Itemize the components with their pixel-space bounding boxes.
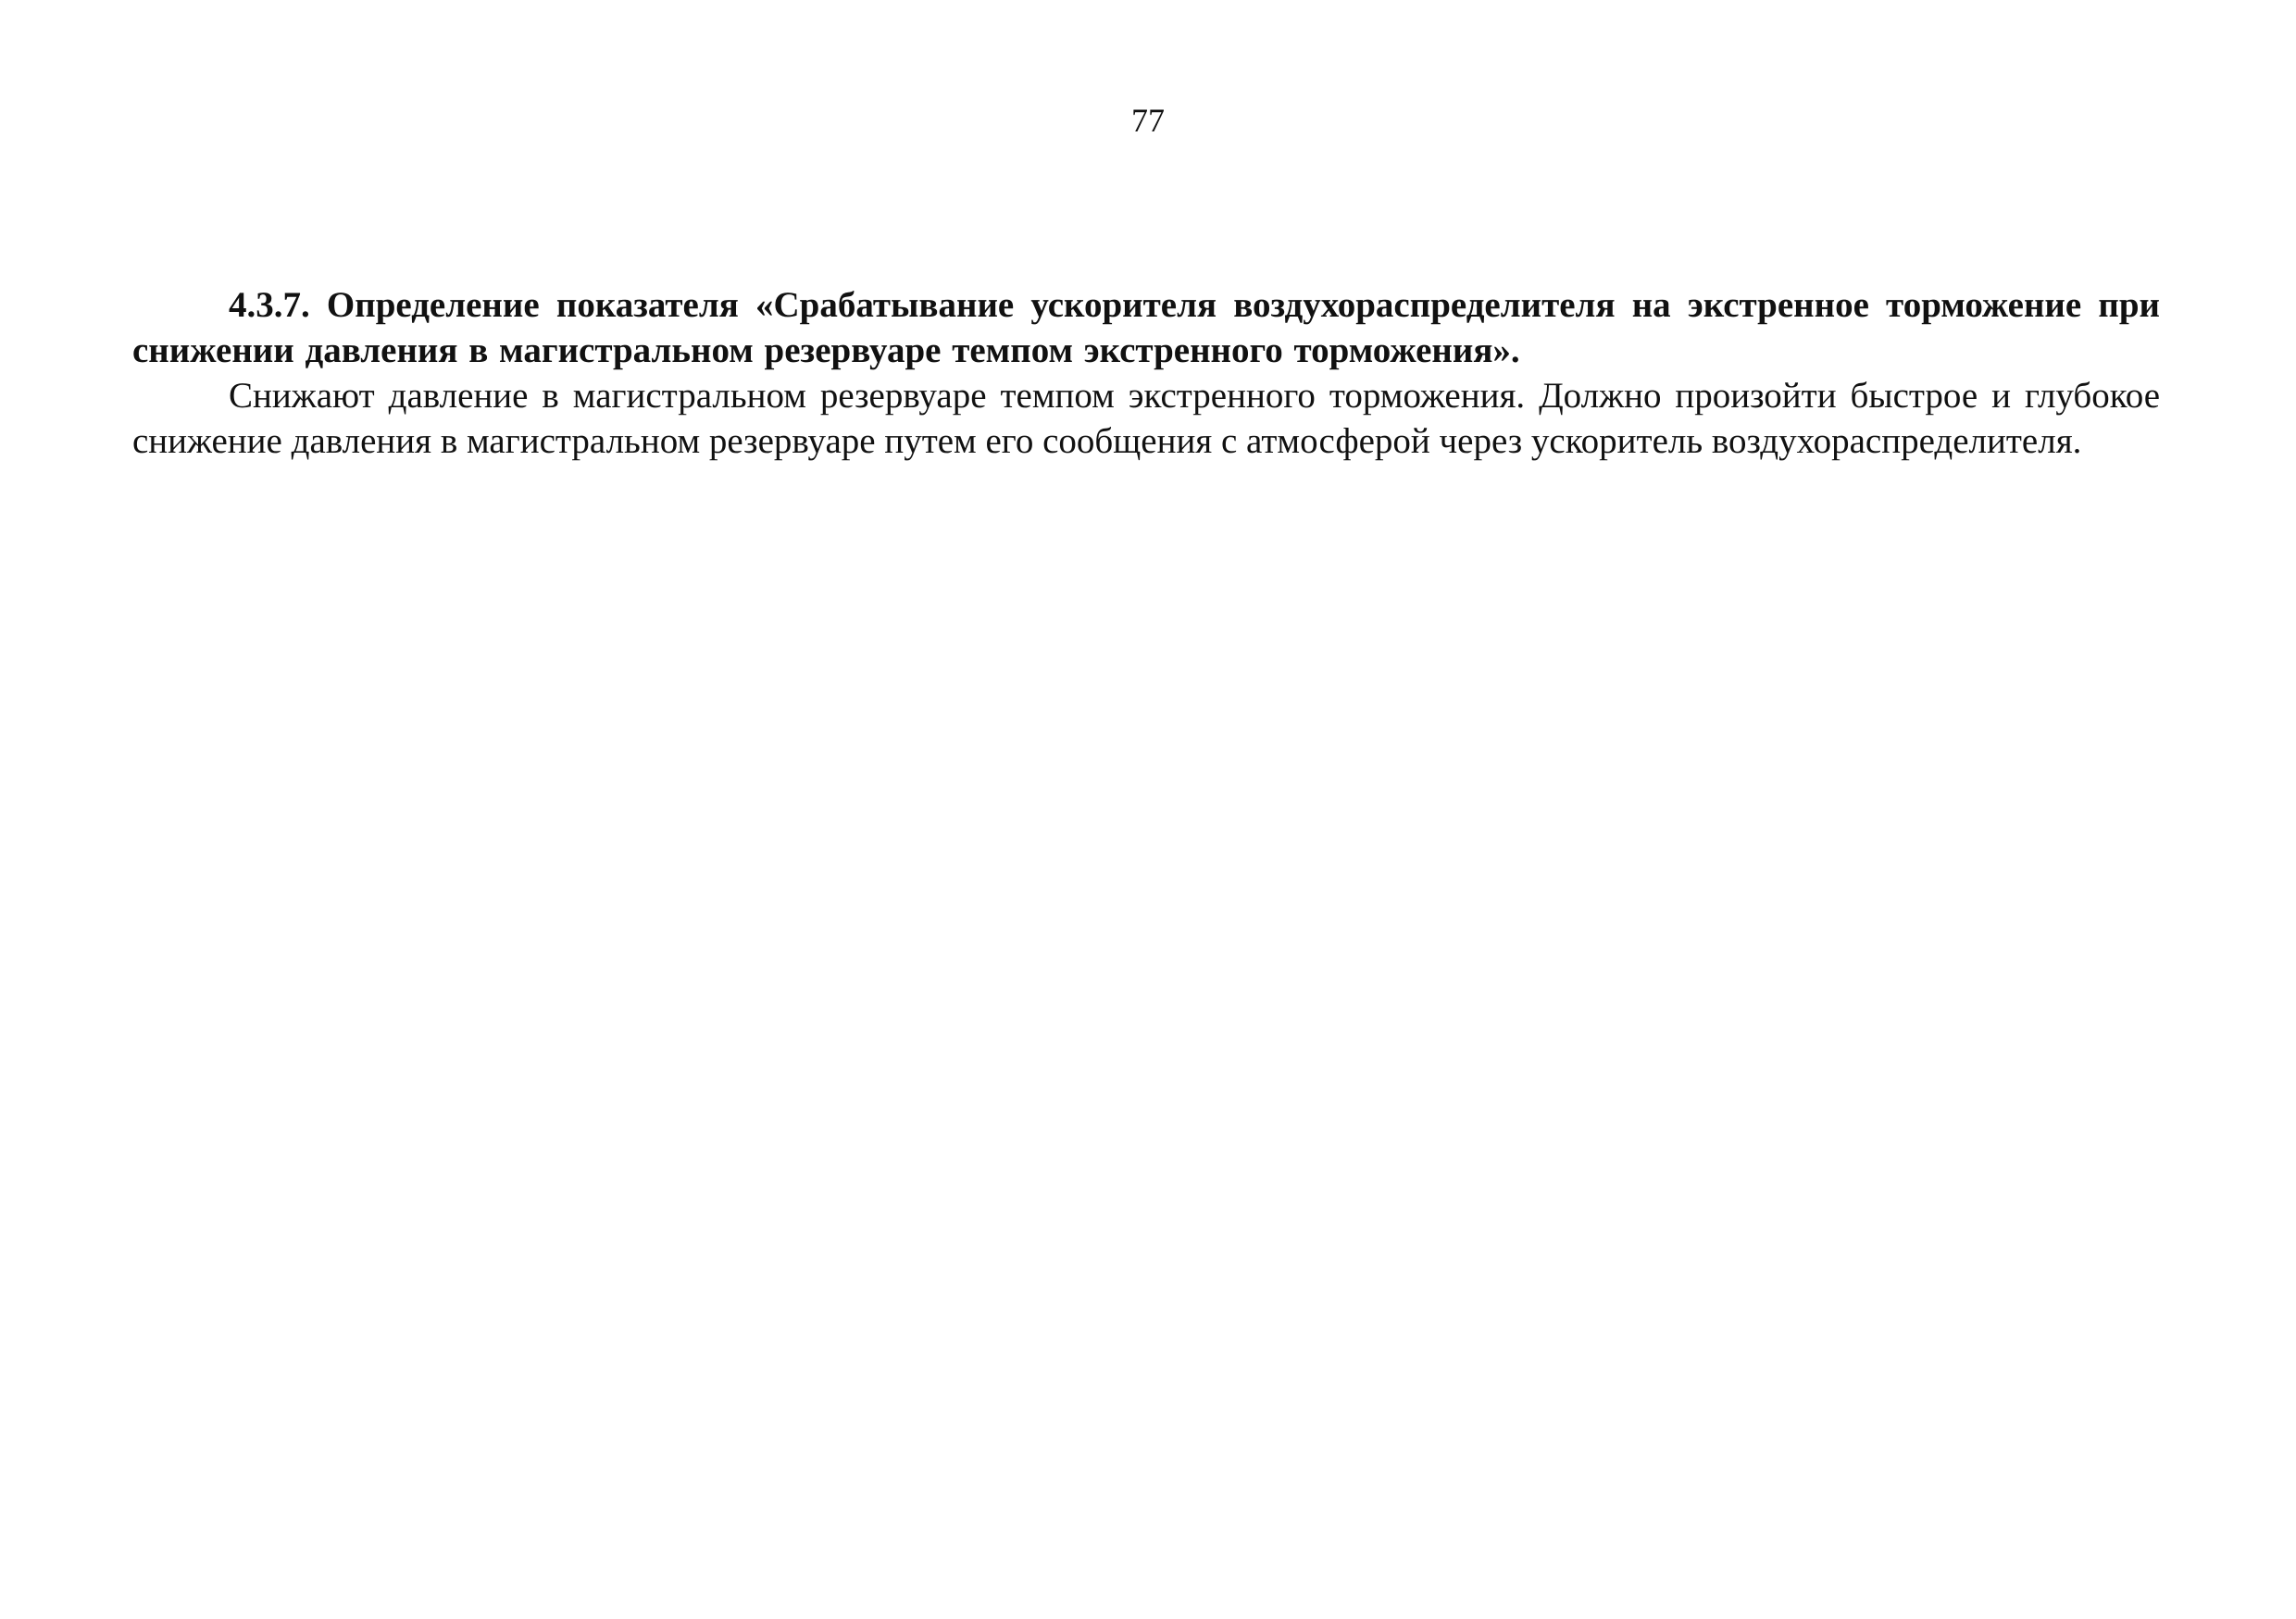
section-body: Снижают давление в магистральном резервуаре темпом экстренного торможения. Должно произойти быстрое и глубокое снижение давления в магистральном резервуаре путем его сообщения с атмосферой через ускоритель воздухораспределителя. [132,376,2160,461]
page-number: 77 [1131,102,1165,139]
section-heading: 4.3.7. Определение показателя «Срабатывание ускорителя воздухораспределителя на экстренное торможение при снижении давления в магистральном резервуаре темпом экстренного торможения». [132,285,2160,370]
section-content [132,282,2160,464]
